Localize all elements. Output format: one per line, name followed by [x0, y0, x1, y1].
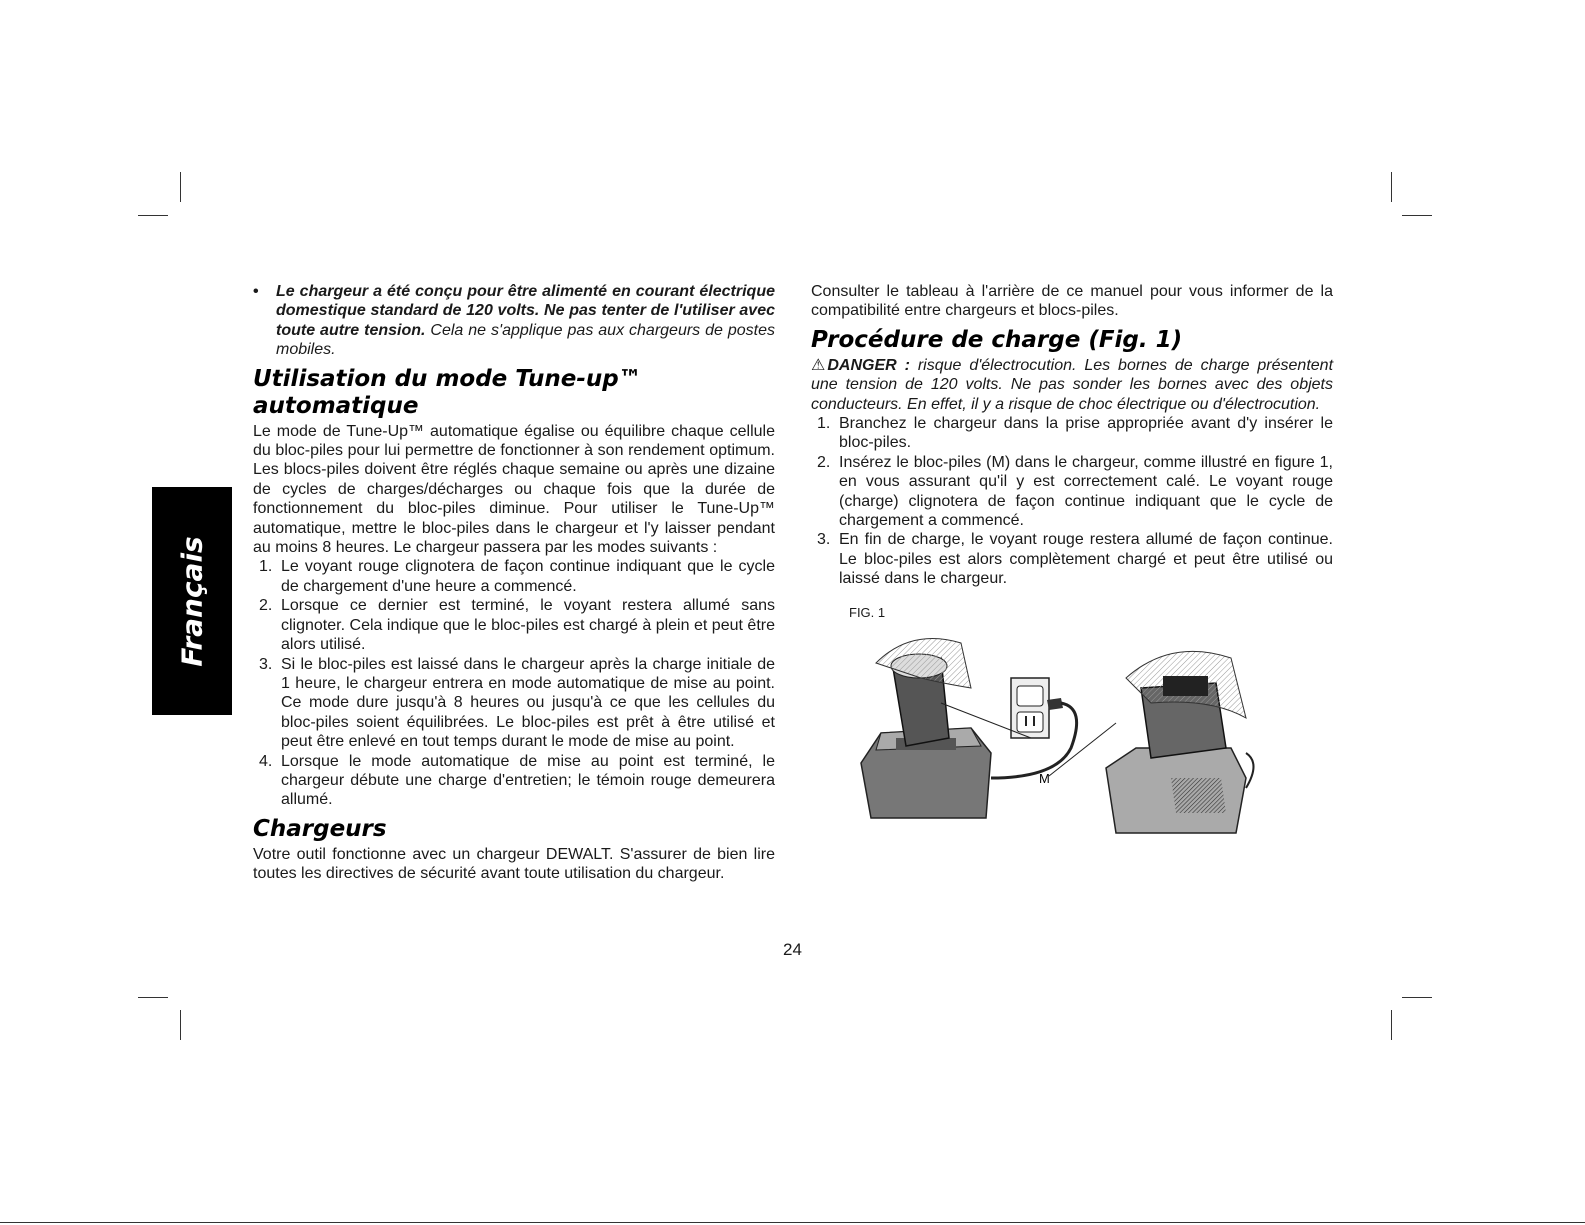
crop-mark	[180, 172, 181, 202]
warning-triangle-icon: ⚠	[811, 356, 826, 374]
step-number: 3.	[259, 655, 273, 673]
left-column	[253, 282, 775, 884]
list-item	[811, 414, 1333, 453]
list-item	[253, 752, 775, 810]
danger-label: DANGER :	[827, 356, 910, 374]
step-text: En fin de charge, le voyant rouge restera allumé de façon continue. Le bloc-piles est alors complètement chargé et peut être utilisé ou laissé dans le chargeur.	[839, 531, 1333, 588]
crop-mark	[1402, 215, 1432, 216]
crop-mark	[180, 1010, 181, 1040]
figure-label: FIG. 1	[849, 604, 886, 620]
step-text: Lorsque ce dernier est terminé, le voyant restera allumé sans clignoter. Cela indique que le bloc-piles est chargé à plein et peut être alors utilisé.	[281, 597, 775, 654]
step-text: Insérez le bloc-piles (M) dans le chargeur, comme illustré en figure 1, en vous assurant qu'il y est correctement calé. Le voyant rouge (charge) clignotera de façon continue indiquant que le cycle de chargement a commencé.	[839, 453, 1333, 530]
chargers-heading: Chargeurs	[253, 815, 387, 842]
voltage-warning-bold: Le chargeur a été conçu pour être alimenté en courant électrique domestique standard de 120 volts. Ne pas tenter de l'utiliser avec toute autre tension.	[276, 283, 775, 339]
step-number: 4.	[259, 752, 273, 770]
tuneup-steps	[253, 557, 775, 809]
danger-text: risque d'électrocution. Les bornes de charge présentent une tension de 120 volts. Ne pas sonder les bornes avec des objets conducteurs. En effet, il y a risque de choc électrique ou d'électrocution.	[811, 356, 1334, 413]
page-number: 24	[783, 940, 802, 959]
tuneup-heading: Utilisation du mode Tune-up™ automatique	[253, 365, 642, 419]
step-text: Lorsque le mode automatique de mise au point est terminé, le chargeur débute une charge d'entretien; le témoin rouge demeurera allumé.	[281, 752, 775, 809]
list-item	[253, 557, 775, 596]
crop-mark	[1402, 997, 1432, 998]
charger-illustration	[851, 628, 1271, 848]
list-item	[253, 655, 775, 752]
crop-mark	[1391, 1010, 1392, 1040]
step-text: Si le bloc-piles est laissé dans le chargeur après la charge initiale de 1 heure, le chargeur entrera en mode automatique de mise au point. Ce mode dure jusqu'à 8 heures ou jusqu'à ce que les cellules du bloc-piles soient équilibrées. Le bloc-piles est prêt à être utilisé et peut être enlevé en tout temps durant le mode de mise au point.	[281, 655, 775, 751]
bullet-dot: •	[253, 283, 259, 300]
list-item	[811, 530, 1333, 588]
voltage-warning-italic: Cela ne s'applique pas aux chargeurs de postes mobiles.	[276, 321, 776, 359]
list-item	[253, 596, 775, 654]
step-number: 1.	[817, 415, 831, 433]
charger-right	[1106, 748, 1254, 833]
bottom-rule	[0, 1222, 1585, 1223]
right-column	[811, 282, 1333, 854]
battery-pack-right	[1126, 651, 1246, 758]
wall-outlet	[1011, 678, 1049, 738]
step-number: 3.	[817, 531, 831, 549]
step-number: 2.	[817, 453, 831, 471]
danger-warning	[811, 356, 1333, 414]
callout-m	[1039, 723, 1116, 786]
step-text: Branchez le chargeur dans la prise appropriée avant d'y insérer le bloc-piles.	[839, 415, 1333, 452]
chargers-text: Votre outil fonctionne avec un chargeur DEWALT. S'assurer de bien lire toutes les directives de sécurité avant toute utilisation du chargeur.	[253, 845, 775, 883]
compatibility-intro: Consulter le tableau à l'arrière de ce manuel pour vous informer de la compatibilité entre chargeurs et blocs-piles.	[811, 283, 1333, 320]
tuneup-intro: Le mode de Tune-Up™ automatique égalise ou équilibre chaque cellule du bloc-piles pour lui permettre de fonctionner à son rendement optimum. Les blocs-piles doivent être réglés chaque semaine ou après une dizaine de cycles de charges/décharges ou chaque fois que la durée de fonctionnement du bloc-piles diminue. Pour utiliser le Tune-Up™ automatique, mettre le bloc-piles dans le chargeur et l'y laisser pendant au moins 8 heures. Le chargeur passera par les modes suivants :	[253, 422, 775, 557]
step-text: Le voyant rouge clignotera de façon continue indiquant que le cycle de chargement d'une heure a commencé.	[281, 558, 775, 595]
charging-steps	[811, 414, 1333, 589]
procedure-heading: Procédure de charge (Fig. 1)	[811, 326, 1183, 353]
crop-mark	[138, 215, 168, 216]
step-number: 1.	[259, 558, 273, 576]
voltage-bullet	[253, 282, 775, 360]
language-tab	[152, 487, 232, 715]
language-tab-label: Français	[175, 535, 209, 667]
list-item	[811, 453, 1333, 531]
callout-m-label: M	[1039, 771, 1050, 787]
step-number: 2.	[259, 597, 273, 615]
crop-mark	[1391, 172, 1392, 202]
crop-mark	[138, 997, 168, 998]
